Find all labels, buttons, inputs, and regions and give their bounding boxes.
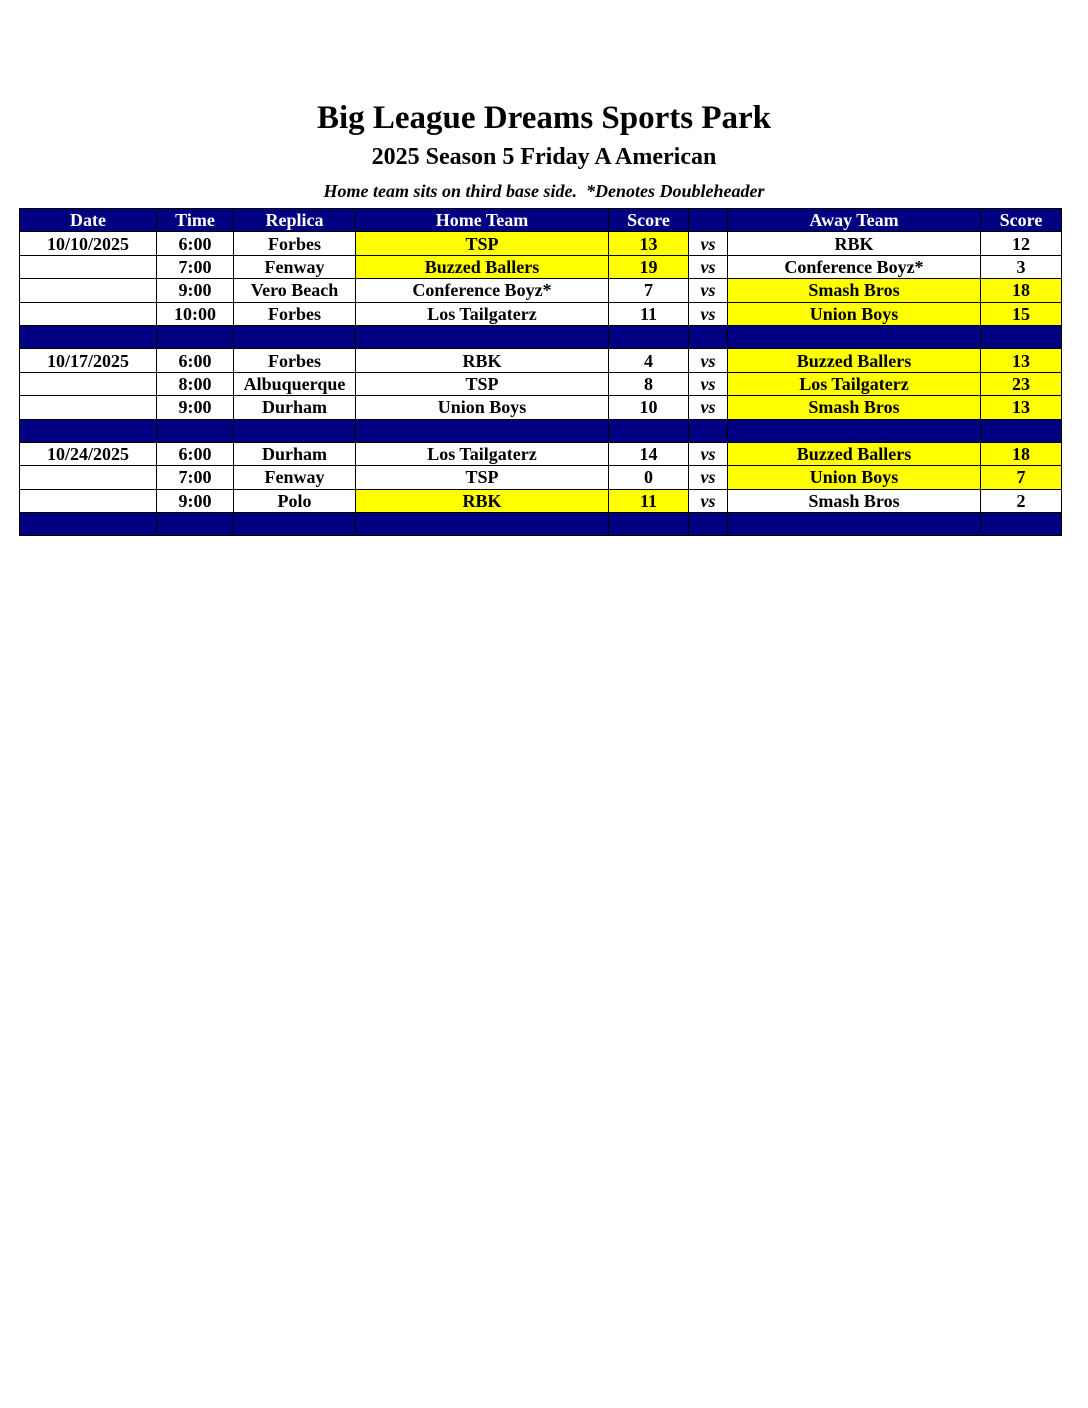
away-team-cell: RBK — [728, 232, 981, 255]
schedule-table — [19, 208, 1062, 536]
separator-cell — [981, 325, 1062, 348]
away-team-cell: Smash Bros — [728, 489, 981, 512]
table-row — [20, 302, 1062, 325]
separator-cell — [609, 513, 689, 536]
page-title: Big League Dreams Sports Park — [316, 100, 772, 136]
away-team-cell: Conference Boyz* — [728, 255, 981, 278]
table-row — [20, 232, 1062, 255]
replica-cell: Vero Beach — [234, 279, 356, 302]
table-row — [20, 489, 1062, 512]
time-cell: 9:00 — [157, 396, 234, 419]
date-cell — [20, 396, 157, 419]
time-cell: 10:00 — [157, 302, 234, 325]
separator-cell — [728, 325, 981, 348]
away-score-cell: 13 — [981, 349, 1062, 372]
time-cell: 6:00 — [157, 232, 234, 255]
table-row — [20, 396, 1062, 419]
date-cell: 10/24/2025 — [20, 442, 157, 465]
home-team-cell: TSP — [356, 232, 609, 255]
date-cell: 10/17/2025 — [20, 349, 157, 372]
time-cell: 7:00 — [157, 466, 234, 489]
separator-row — [20, 419, 1062, 442]
vs-cell: vs — [689, 466, 728, 489]
separator-cell — [234, 419, 356, 442]
home-team-cell: Buzzed Ballers — [356, 255, 609, 278]
separator-cell — [609, 419, 689, 442]
separator-cell — [234, 325, 356, 348]
time-cell: 8:00 — [157, 372, 234, 395]
home-score-cell: 13 — [609, 232, 689, 255]
home-score-cell: 4 — [609, 349, 689, 372]
header-row — [20, 209, 1062, 232]
home-score-cell: 7 — [609, 279, 689, 302]
home-score-cell: 8 — [609, 372, 689, 395]
replica-cell: Albuquerque — [234, 372, 356, 395]
away-score-cell: 13 — [981, 396, 1062, 419]
home-team-cell: RBK — [356, 349, 609, 372]
home-score-cell: 10 — [609, 396, 689, 419]
vs-cell: vs — [689, 255, 728, 278]
home-score-cell: 11 — [609, 489, 689, 512]
replica-cell: Forbes — [234, 349, 356, 372]
column-header: Home Team — [356, 209, 609, 232]
replica-cell: Fenway — [234, 255, 356, 278]
vs-cell: vs — [689, 302, 728, 325]
table-row — [20, 349, 1062, 372]
column-header: Score — [609, 209, 689, 232]
away-score-cell: 3 — [981, 255, 1062, 278]
vs-cell: vs — [689, 396, 728, 419]
separator-cell — [689, 325, 728, 348]
time-cell: 9:00 — [157, 279, 234, 302]
separator-cell — [728, 513, 981, 536]
separator-cell — [234, 513, 356, 536]
separator-cell — [157, 325, 234, 348]
date-cell — [20, 279, 157, 302]
separator-cell — [20, 513, 157, 536]
home-score-cell: 14 — [609, 442, 689, 465]
replica-cell: Polo — [234, 489, 356, 512]
date-cell — [20, 372, 157, 395]
separator-cell — [689, 513, 728, 536]
column-header: Date — [20, 209, 157, 232]
separator-cell — [981, 513, 1062, 536]
away-score-cell: 18 — [981, 442, 1062, 465]
separator-cell — [981, 419, 1062, 442]
vs-cell: vs — [689, 372, 728, 395]
replica-cell: Fenway — [234, 466, 356, 489]
replica-cell: Durham — [234, 442, 356, 465]
away-team-cell: Buzzed Ballers — [728, 349, 981, 372]
table-row — [20, 466, 1062, 489]
table-row — [20, 442, 1062, 465]
away-score-cell: 15 — [981, 302, 1062, 325]
date-cell — [20, 466, 157, 489]
home-score-cell: 19 — [609, 255, 689, 278]
table-row — [20, 255, 1062, 278]
replica-cell: Durham — [234, 396, 356, 419]
home-team-cell: Conference Boyz* — [356, 279, 609, 302]
away-team-cell: Smash Bros — [728, 279, 981, 302]
schedule-body — [20, 232, 1062, 536]
replica-cell: Forbes — [234, 232, 356, 255]
separator-row — [20, 325, 1062, 348]
away-team-cell: Buzzed Ballers — [728, 442, 981, 465]
column-header — [689, 209, 728, 232]
away-score-cell: 7 — [981, 466, 1062, 489]
column-header: Replica — [234, 209, 356, 232]
separator-cell — [356, 325, 609, 348]
time-cell: 7:00 — [157, 255, 234, 278]
separator-cell — [157, 419, 234, 442]
away-team-cell: Union Boys — [728, 302, 981, 325]
separator-cell — [157, 513, 234, 536]
date-cell: 10/10/2025 — [20, 232, 157, 255]
schedule-note: Home team sits on third base side. *Denotes Doubleheader — [323, 181, 765, 201]
home-team-cell: Los Tailgaterz — [356, 442, 609, 465]
vs-cell: vs — [689, 279, 728, 302]
page-subtitle: 2025 Season 5 Friday A American — [371, 144, 717, 170]
vs-cell: vs — [689, 442, 728, 465]
column-header: Away Team — [728, 209, 981, 232]
table-row — [20, 279, 1062, 302]
away-score-cell: 2 — [981, 489, 1062, 512]
away-team-cell: Union Boys — [728, 466, 981, 489]
away-score-cell: 12 — [981, 232, 1062, 255]
away-team-cell: Los Tailgaterz — [728, 372, 981, 395]
separator-cell — [609, 325, 689, 348]
separator-cell — [356, 513, 609, 536]
home-team-cell: Union Boys — [356, 396, 609, 419]
home-team-cell: RBK — [356, 489, 609, 512]
separator-cell — [20, 325, 157, 348]
column-header: Score — [981, 209, 1062, 232]
date-cell — [20, 489, 157, 512]
date-cell — [20, 302, 157, 325]
time-cell: 6:00 — [157, 442, 234, 465]
vs-cell: vs — [689, 232, 728, 255]
home-team-cell: TSP — [356, 372, 609, 395]
vs-cell: vs — [689, 349, 728, 372]
separator-cell — [20, 419, 157, 442]
separator-cell — [356, 419, 609, 442]
separator-cell — [728, 419, 981, 442]
vs-cell: vs — [689, 489, 728, 512]
home-team-cell: TSP — [356, 466, 609, 489]
separator-row — [20, 513, 1062, 536]
home-score-cell: 11 — [609, 302, 689, 325]
separator-cell — [689, 419, 728, 442]
date-cell — [20, 255, 157, 278]
home-team-cell: Los Tailgaterz — [356, 302, 609, 325]
away-team-cell: Smash Bros — [728, 396, 981, 419]
replica-cell: Forbes — [234, 302, 356, 325]
time-cell: 9:00 — [157, 489, 234, 512]
time-cell: 6:00 — [157, 349, 234, 372]
away-score-cell: 23 — [981, 372, 1062, 395]
away-score-cell: 18 — [981, 279, 1062, 302]
column-header: Time — [157, 209, 234, 232]
table-row — [20, 372, 1062, 395]
home-score-cell: 0 — [609, 466, 689, 489]
